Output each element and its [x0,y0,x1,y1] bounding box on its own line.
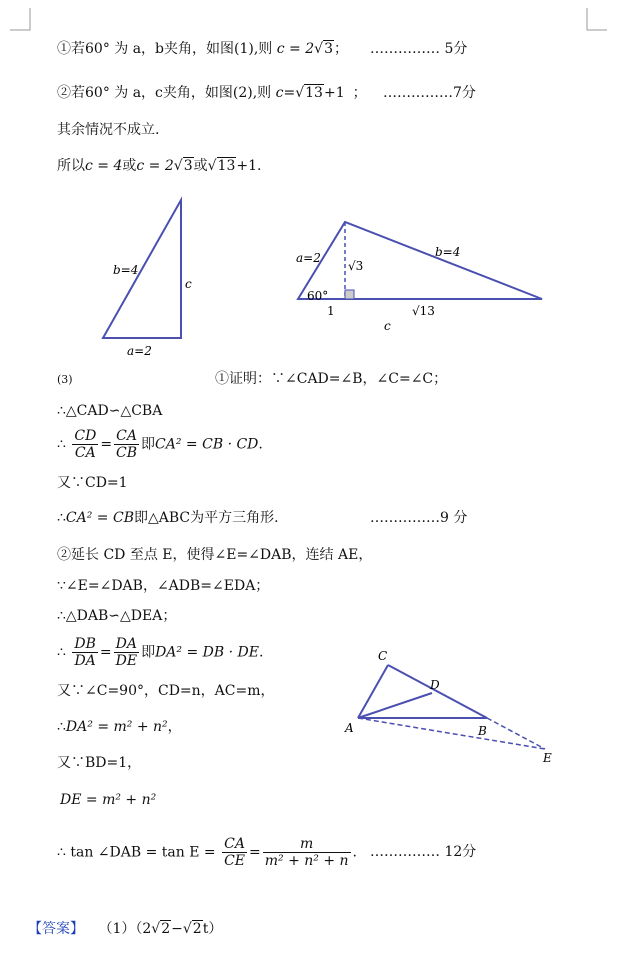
ratio-line-two [57,636,263,669]
fig1-label-b: b=4 [113,263,139,277]
conclusion-or1: 或 [122,158,137,174]
ratio-end: . [258,644,264,661]
answer-line: 【答案】 （1）（2√2−√2t） [28,921,223,937]
figure-one-right-triangle [95,192,235,362]
square-triangle-line [57,509,279,527]
fraction-ca-cb: $\frac{CA}{CB}$ [116,428,138,461]
da-squared-line [57,718,182,736]
case-one-line: ①若60° 为 a，b夹角，如图(1),则 c = 2√3； [57,41,348,57]
figure-two-triangle [290,210,550,340]
therefore-symbol: ∴ [57,510,66,526]
answer-radicand1: 2 [161,921,171,937]
de-equation-line: DE = m² + n² [60,792,157,808]
equals: = [249,844,261,861]
fig1-label-c: c [185,277,192,291]
extend-cd-line: ②延长 CD 至点 E，使得∠E=∠DAB，连结 AE， [57,547,373,563]
given-cd-line: 又∵CD=1 [57,475,128,491]
case-one-score: …………… 5分 [370,41,468,57]
tan-prefix: ∴ tan ∠DAB = tan E = [57,844,216,861]
conclusion-or2: 或 [193,158,208,174]
answer-text-b: t） [202,921,223,937]
ratio-end: . [258,436,263,453]
case-two-radicand: 13 [305,85,323,101]
conclusion-line: 所以c = 4或c = 2√3或√13+1. [57,158,262,174]
case-one-equation: c = 2 [276,41,315,57]
fig2-label-b: b=4 [435,245,461,259]
fig3-label-B: B [478,724,487,738]
answer-tag: 【答案】 [28,921,84,937]
answer-text-a: （1）（2 [98,921,152,937]
ratio-connector: 即 [141,436,156,453]
square-triangle-text: 即△ABC为平方三角形. [134,510,279,526]
score-nine: ……………9 分 [370,510,468,526]
fig2-label-angle: 60° [307,289,329,303]
part-three-line [57,370,73,389]
ratio-equation-one: CA² = CB · CD [155,436,259,453]
page-corner-marks [0,0,617,40]
answer-minus: − [171,921,183,937]
conclusion-radicand1: 3 [183,158,193,174]
fraction-ca-ce: $\frac{CA}{CE}$ [224,836,246,869]
fig2-label-one: 1 [327,304,335,318]
case-two-end: ； [352,85,367,101]
case-two-plus: +1 [323,85,345,101]
part-three-number: (3) [57,373,73,386]
fig2-label-sqrt3: √3 [348,259,364,273]
fig3-label-D: D [430,678,440,692]
fig2-label-c: c [384,319,391,333]
fig3-label-C: C [378,649,388,663]
case-one-end: ； [334,41,348,57]
conclusion-prefix: 所以 [57,158,85,174]
fig2-label-a: a=2 [296,251,321,265]
case-two-equation: c= [275,85,296,101]
case-two-text: ②若60° 为 a，c夹角，如图(2),则 [57,85,272,101]
tan-line [57,836,357,869]
score-twelve: …………… 12分 [370,844,477,860]
other-cases-line: 其余情况不成立. [57,122,160,138]
ca-squared-eq: CA² = CB [65,510,134,526]
fraction-cd-ca: $\frac{CD}{CA}$ [74,428,97,461]
conclusion-c4: c = 4 [85,158,123,174]
similar-triangles-one: ∴△CAD∽△CBA [57,403,163,419]
angle-equal-line: ∵∠E=∠DAB，∠ADB=∠EDA； [57,578,270,594]
fig3-label-A: A [345,721,354,735]
equals: = [99,644,112,661]
ratio-connector: 即 [141,644,156,661]
fig2-label-sqrt13: √13 [412,304,435,318]
fraction-db-da: $\frac{DB}{DA}$ [74,636,96,669]
conclusion-plus: +1 [236,158,258,174]
case-two-score: ……………7分 [383,85,476,101]
proof-premise: ①证明：∵∠CAD=∠B，∠C=∠C； [215,371,448,387]
conclusion-c2: c = 2 [136,158,174,174]
fraction-m-expr: $\frac{m}{\text{m² + n² + n}}$ [264,836,349,869]
equals: = [100,436,113,453]
fraction-da-de: $\frac{DA}{DE}$ [115,636,138,669]
therefore-symbol: ∴ [57,644,66,661]
therefore-symbol: ∴ [57,436,66,453]
fig3-label-E: E [543,751,552,765]
conclusion-radicand2: 13 [217,158,236,174]
therefore-symbol: ∴ [57,719,66,735]
given-right-angle-line: 又∵∠C=90°，CD=n，AC=m， [57,683,275,699]
comma: ， [167,719,182,735]
case-two-line: ②若60° 为 a，c夹角，如图(2),则 c=√13+1 ； [57,85,367,101]
ratio-line-one [57,428,263,461]
answer-radicand2: 2 [192,921,202,937]
tan-end: . [352,844,357,861]
case-one-radicand: 3 [324,41,333,57]
given-bd-line: 又∵BD=1， [57,755,142,771]
da-squared-eq: DA² = m² + n² [65,719,168,735]
figure-three-construction [340,645,570,775]
ratio-equation-two: DA² = DB · DE [155,644,259,661]
fig1-label-a: a=2 [127,344,152,358]
similar-triangles-two: ∴△DAB∽△DEA； [57,608,177,624]
case-one-text: ①若60° 为 a，b夹角，如图(1),则 [57,41,273,57]
conclusion-end: . [257,158,262,174]
